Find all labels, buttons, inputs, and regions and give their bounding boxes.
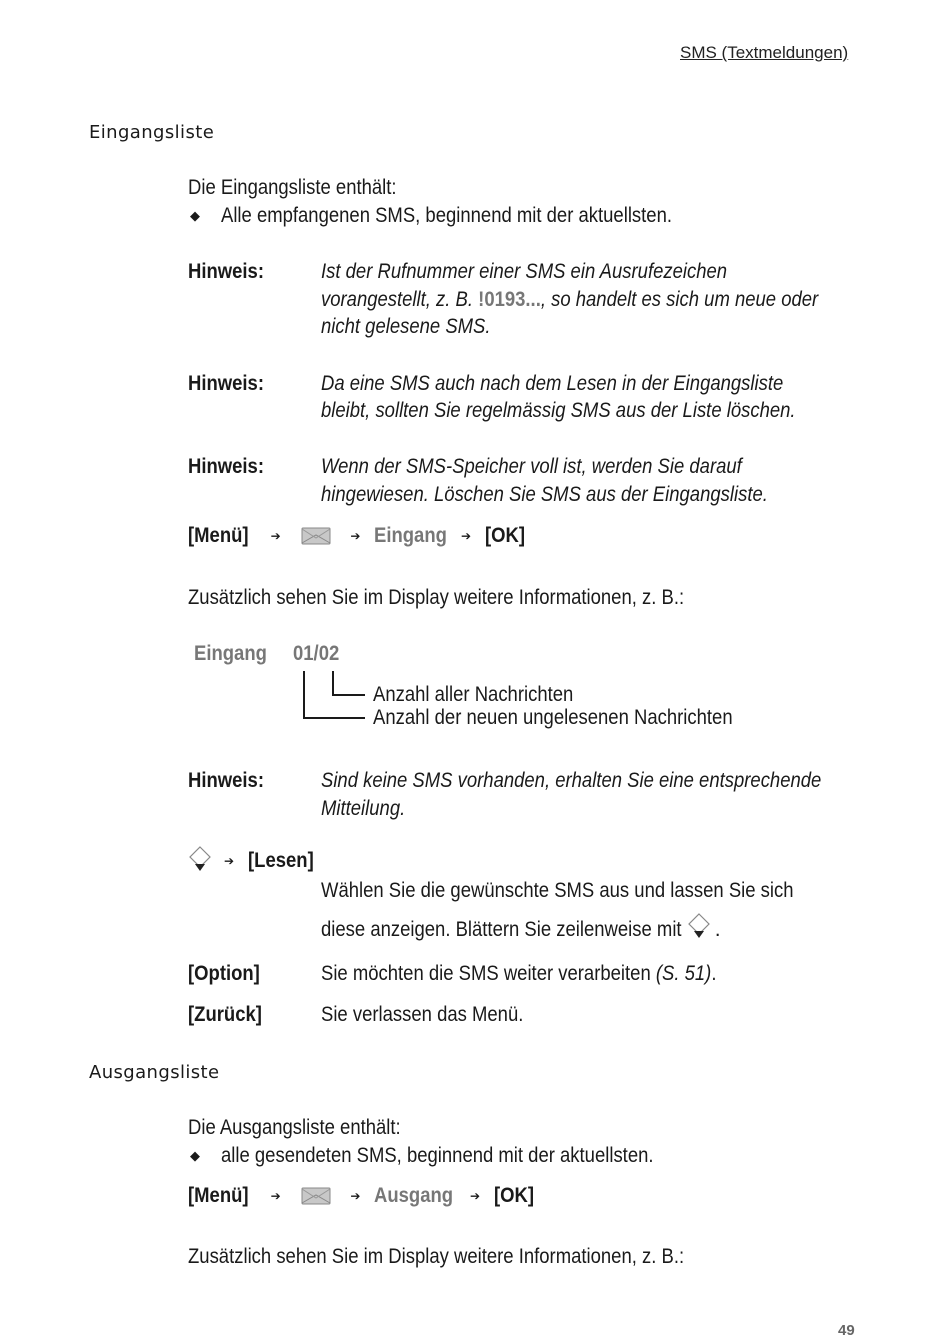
annotation-line <box>303 717 365 719</box>
number-example: !0193... <box>478 288 541 311</box>
note-label: Hinweis: <box>188 769 264 792</box>
menu-path-inbox <box>188 524 530 548</box>
read-key: [Lesen] <box>247 849 314 872</box>
envelope-icon <box>301 526 331 546</box>
note-text: nicht gelesene SMS. <box>321 315 491 338</box>
menu-key: [Menü] <box>188 1184 249 1207</box>
bullet-icon: ◆ <box>190 1148 200 1163</box>
arrow-icon: ➔ <box>224 854 235 869</box>
ok-key: [OK] <box>484 524 525 547</box>
extra-info-text: Zusätzlich sehen Sie im Display weitere Informationen, z. B.: <box>188 586 685 609</box>
menu-path-outbox <box>188 1184 539 1208</box>
menu-item-outbox: Ausgang <box>374 1184 454 1207</box>
outbox-bullet-text: alle gesendeten SMS, beginnend mit der aktuellsten. <box>221 1144 654 1167</box>
note-text: Da eine SMS auch nach dem Lesen in der Eingangsliste <box>321 372 784 395</box>
page-reference: (S. 51) <box>655 962 712 985</box>
extra-info-text: Zusätzlich sehen Sie im Display weitere Informationen, z. B.: <box>188 1245 685 1268</box>
menu-key: [Menü] <box>188 524 249 547</box>
option-text: Sie möchten die SMS weiter verarbeiten (S. 51). <box>321 962 717 985</box>
inbox-intro: Die Eingangsliste enthält: <box>188 176 397 199</box>
arrow-icon: ➔ <box>270 529 281 544</box>
note-text: Sind keine SMS vorhanden, erhalten Sie eine entsprechende <box>321 769 822 792</box>
note-text: Wenn der SMS-Speicher voll ist, werden Sie darauf <box>321 455 742 478</box>
arrow-icon: ➔ <box>461 529 472 544</box>
read-text: Wählen Sie die gewünschte SMS aus und lassen Sie sich <box>321 879 794 902</box>
navigation-key-icon <box>186 845 216 878</box>
note-text: hingewiesen. Löschen Sie SMS aus der Eingangsliste. <box>321 483 768 506</box>
bullet-icon: ◆ <box>190 208 200 223</box>
note-text: vorangestellt, z. B. !0193..., so handelt es sich um neue oder <box>321 288 819 311</box>
note-text: Mitteilung. <box>321 797 406 820</box>
arrow-icon: ➔ <box>350 1189 361 1204</box>
read-text: diese anzeigen. Blättern Sie zeilenweise mit . <box>321 912 721 946</box>
note-text: bleibt, sollten Sie regelmässig SMS aus der Liste löschen. <box>321 399 796 422</box>
annotation-new: Anzahl der neuen ungelesenen Nachrichten <box>373 706 733 729</box>
display-label: Eingang <box>194 642 267 665</box>
page-number: 49 <box>838 1322 855 1339</box>
annotation-total: Anzahl aller Nachrichten <box>373 683 574 706</box>
running-header: SMS (Textmeldungen) <box>680 43 849 62</box>
envelope-icon <box>301 1186 331 1206</box>
display-counter: 01/02 <box>293 642 340 665</box>
back-key: [Zurück] <box>188 1003 262 1026</box>
annotation-line <box>303 671 305 719</box>
section-heading-outbox: Ausgangsliste <box>89 1062 220 1083</box>
back-text: Sie verlassen das Menü. <box>321 1003 524 1026</box>
option-key: [Option] <box>188 962 260 985</box>
menu-item-inbox: Eingang <box>374 524 448 547</box>
note-text: Ist der Rufnummer einer SMS ein Ausrufezeichen <box>321 260 728 283</box>
arrow-icon: ➔ <box>470 1189 481 1204</box>
ok-key: [OK] <box>493 1184 534 1207</box>
annotation-line <box>332 671 334 696</box>
inbox-bullet-text: Alle empfangenen SMS, beginnend mit der aktuellsten. <box>221 204 672 227</box>
note-label: Hinweis: <box>188 455 264 478</box>
note-label: Hinweis: <box>188 372 264 395</box>
arrow-icon: ➔ <box>270 1189 281 1204</box>
navigation-key-icon <box>685 912 715 946</box>
read-path <box>224 849 323 873</box>
annotation-line <box>332 694 365 696</box>
outbox-intro: Die Ausgangsliste enthält: <box>188 1116 401 1139</box>
arrow-icon: ➔ <box>350 529 361 544</box>
note-label: Hinweis: <box>188 260 264 283</box>
section-heading-inbox: Eingangsliste <box>89 122 215 143</box>
